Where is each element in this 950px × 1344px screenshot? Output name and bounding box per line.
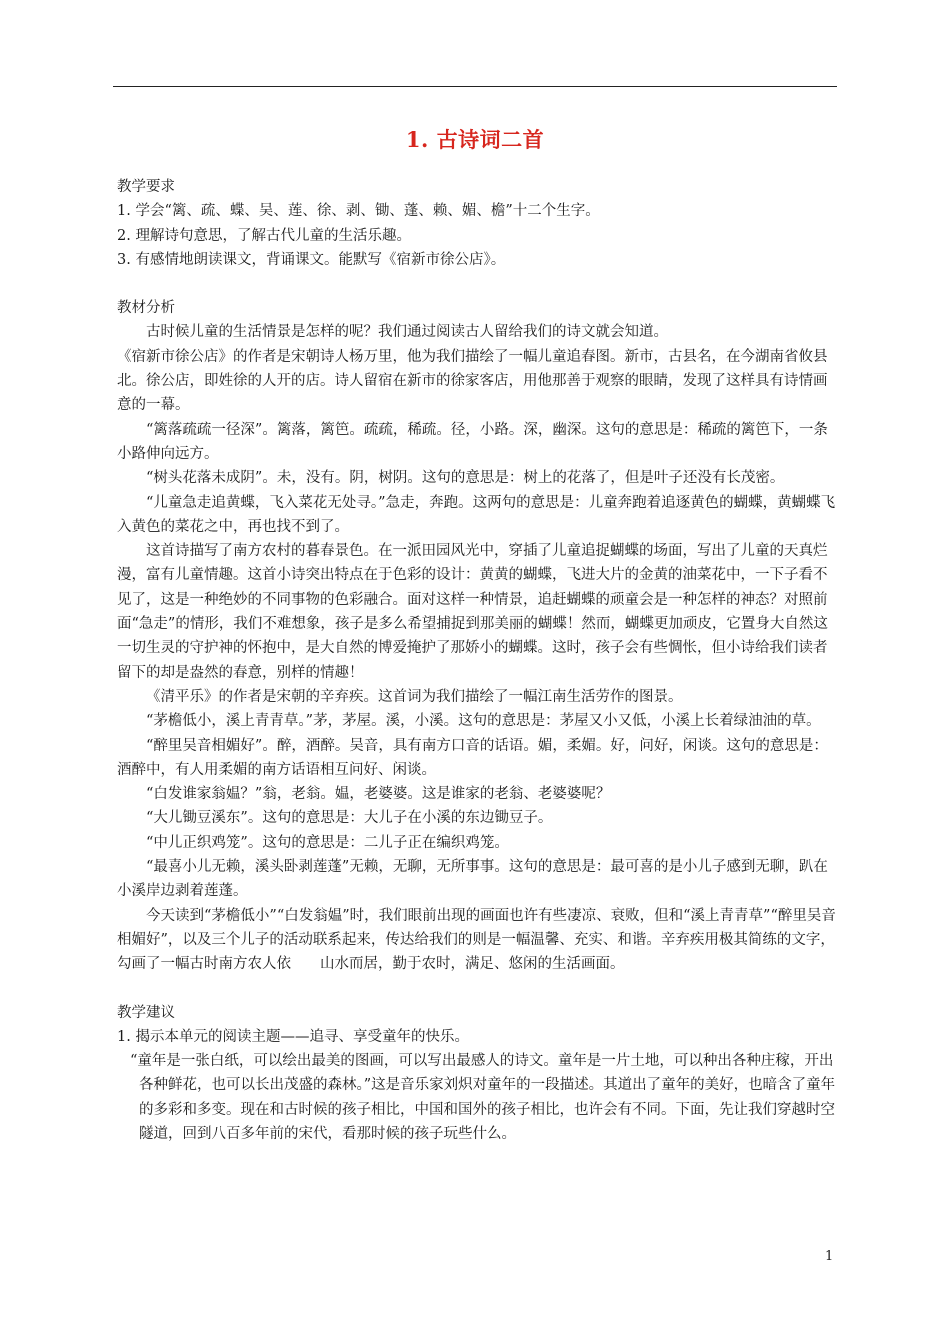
analysis-paragraph: “篱落疏疏一径深”。篱落，篱笆。疏疏，稀疏。径，小路。深，幽深。这句的意思是：稀疏的篱笆下，一条小路伸向远方。: [117, 421, 828, 462]
section-heading: 教学要求: [117, 179, 175, 195]
requirement-item: 1. 学会“篱、疏、蝶、吴、莲、徐、剥、锄、蓬、赖、媚、檐”十二个生字。: [117, 203, 600, 220]
analysis-paragraph: “大儿锄豆溪东”。这句的意思是：大儿子在小溪的东边锄豆子。: [146, 810, 553, 827]
analysis-paragraphs: [117, 320, 839, 976]
analysis-paragraph: 古时候儿童的生活情景是怎样的呢？我们通过阅读古人留给我们的诗文就会知道。: [146, 324, 668, 341]
analysis-paragraph: “最喜小儿无赖，溪头卧剥莲蓬”无赖，无聊，无所事事。这句的意思是：最可喜的是小儿子感到无聊，趴在小溪岸边剥着莲蓬。: [117, 859, 828, 900]
analysis-paragraph: 《宿新市徐公店》的作者是宋朝诗人杨万里，他为我们描绘了一幅儿童追春图。新市，古县名，在今湖南省攸县北。徐公店，即姓徐的人开的店。诗人留宿在新市的徐家客店，用他那善于观察的眼睛，发现了这样具有诗情画意的一幕。: [117, 348, 828, 414]
suggestion-quote: “童年是一张白纸，可以绘出最美的图画，可以写出最感人的诗文。童年是一片土地，可以种出各种庄稼，开出各种鲜花，也可以长出茂盛的森林。”这是音乐家刘炽对童年的一段描述。其道出了童年的美好，也暗含了童年的多彩和多变。现在和古时候的孩子相比，中国和国外的孩子相比，也许会有不同。下面，先让我们穿越时空隧道，回到八百多年前的宋代，看那时候的孩子玩些什么。: [130, 1053, 836, 1142]
analysis-paragraph: “白发谁家翁媪？”翁，老翁。媪，老婆婆。这是谁家的老翁、老婆婆呢？: [146, 786, 611, 803]
analysis-paragraph: 今天读到“茅檐低小”“白发翁媪”时，我们眼前出现的画面也许有些凄凉、衰败，但和“溪上青青草”“醉里吴音相媚好”，以及三个儿子的活动联系起来，传达给我们的则是一幅温馨、充实、和谐。辛弃疾用极其简练的文字，勾画了一幅古时南方农人依 山水而居，勤于农时，满足、悠闲的生活画面。: [117, 907, 836, 973]
section-heading: 教学建议: [117, 1004, 175, 1021]
requirement-item: 2. 理解诗句意思，了解古代儿童的生活乐趣。: [117, 227, 411, 244]
section-spacer: [117, 272, 839, 296]
page-title: 1. 古诗词二首: [405, 127, 545, 152]
document-body: [117, 175, 839, 1146]
section-requirements: [117, 175, 839, 272]
analysis-paragraph: 《清平乐》的作者是宋朝的辛弃疾。这首词为我们描绘了一幅江南生活劳作的图景。: [146, 688, 683, 705]
analysis-paragraph: “中儿正织鸡笼”。这句的意思是：二儿子正在编织鸡笼。: [146, 834, 509, 851]
section-heading: 教材分析: [117, 300, 175, 317]
analysis-paragraph: “树头花落未成阴”。未，没有。阴，树阴。这句的意思是：树上的花落了，但是叶子还没有长茂密。: [146, 470, 785, 487]
analysis-paragraph: “儿童急走追黄蝶，飞入菜花无处寻。”急走，奔跑。这两句的意思是：儿童奔跑着追逐黄色的蝴蝶，黄蝴蝶飞入黄色的菜花之中，再也找不到了。: [117, 494, 836, 535]
suggestion-item: 1. 揭示本单元的阅读主题——追寻、享受童年的快乐。: [117, 1028, 469, 1045]
section-suggestions: [117, 1001, 839, 1147]
page-number: 1: [825, 1249, 834, 1264]
section-analysis: [117, 296, 839, 976]
header-rule: [113, 86, 837, 87]
analysis-paragraph: “醉里吴音相媚好”。醉，酒醉。吴音，具有南方口音的话语。媚，柔媚。好，问好，闲谈。这句的意思是：酒醉中，有人用柔媚的南方话语相互问好、闲谈。: [117, 737, 828, 778]
analysis-paragraph: 这首诗描写了南方农村的暮春景色。在一派田园风光中，穿插了儿童追捉蝴蝶的场面，写出了儿童的天真烂漫，富有儿童情趣。这首小诗突出特点在于色彩的设计：黄黄的蝴蝶，飞进大片的金黄的油菜花中，一下子看不见了，这是一种绝妙的不同事物的色彩融合。面对这样一种情景，追赶蝴蝶的顽童会是一种怎样的神态？对照前面“急走”的情形，我们不难想象，孩子是多么希望捕捉到那美丽的蝴蝶！然而，蝴蝶更加顽皮，它置身大自然这一切生灵的守护神的怀抱中，是大自然的博爱掩护了那娇小的蝴蝶。这时，孩子会有些惆怅，但小诗给我们读者留下的却是盎然的春意，别样的情趣！: [117, 543, 828, 681]
analysis-paragraph: “茅檐低小，溪上青青草。”茅，茅屋。溪，小溪。这句的意思是：茅屋又小又低，小溪上长着绿油油的草。: [146, 713, 821, 730]
requirement-item: 3. 有感情地朗读课文，背诵课文。能默写《宿新市徐公店》。: [117, 251, 506, 268]
section-spacer: [117, 977, 839, 1001]
